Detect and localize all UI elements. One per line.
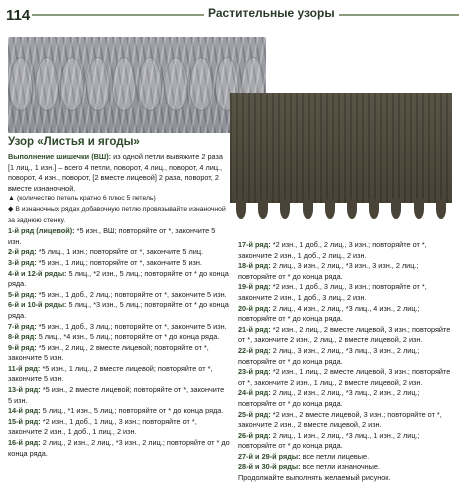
swatch-dark-body <box>230 93 452 203</box>
leaf-motif-row <box>8 57 266 117</box>
instructions-right-column <box>238 240 452 484</box>
row-text: *5 изн., 1 лиц.; повторяйте от *, закончите 5 изн. <box>36 257 202 267</box>
row-instruction <box>238 282 452 303</box>
row-label: 26-й ряд: <box>238 430 271 440</box>
row-instruction <box>238 367 452 388</box>
row-text: 2 лиц., 1 изн., 2 лиц., *3 лиц., 1 изн., 2 лиц.; повторяйте от * до конца ряда. <box>238 430 420 451</box>
row-label: 7-й ряд: <box>8 321 37 331</box>
swatch-dark-scalloped-edge <box>230 199 452 221</box>
page-number: 114 <box>6 7 31 24</box>
row-text: все петли лицевые. <box>300 451 370 461</box>
row-text: *5 лиц., 1 изн.; повторяйте от *, закончите 5 лиц. <box>36 247 204 257</box>
row-text: 5 лиц., *3 изн., 5 лиц.; повторяйте от * до конца ряда. <box>8 300 229 320</box>
note-text: (количество петель кратно 6 плюс 5 петель) <box>16 195 156 203</box>
row-instruction <box>238 410 452 431</box>
row-text: *5 изн., 1 лиц., 2 вместе лицевой; повторяйте от *, закончите 5 изн. <box>8 363 213 384</box>
leaf-motif <box>112 57 136 111</box>
row-instruction <box>238 304 452 325</box>
note-wrong-side <box>8 205 230 226</box>
row-instruction <box>8 406 230 417</box>
row-label: 16-й ряд: <box>8 438 41 448</box>
leaf-motif <box>35 57 59 111</box>
row-text: *2 изн., 1 лиц., 2 вместе лицевой, 3 изн.; повторяйте от *, закончите 2 изн., 1 лиц., 2 вместе лицевой, 2 изн. <box>238 367 451 387</box>
instructions-left-column <box>8 152 230 459</box>
row-text: 5 лиц., *4 изн., 5 лиц.; повторяйте от * до конца ряда. <box>36 332 220 342</box>
scallop <box>414 199 424 219</box>
row-instruction <box>8 332 230 343</box>
row-text: *2 изн., 2 лиц., 2 вместе лицевой, 3 изн.; повторяйте от *, закончите 2 изн., 2 лиц., 2 вместе лицевой, 2 изн. <box>238 324 451 345</box>
note-text: из одной петли вывяжите 2 раза [1 лиц., 1 изн.] – всего 4 петли, поворот, 4 лиц., поворот, 4 лиц., поворот, 4 изн., поворот, [2 вместе лицевой] 2 раза, поворот, 2 вместе изнаночной. <box>8 152 223 193</box>
scallop <box>303 199 313 219</box>
row-text: *5 изн., 1 доб., 2 лиц.; повторяйте от *, закончите 5 изн. <box>36 289 227 299</box>
row-label: 21-й ряд: <box>238 324 271 334</box>
chapter-title: Растительные узоры <box>204 6 339 20</box>
page-header <box>0 0 459 34</box>
row-label: 20-й ряд: <box>238 303 271 313</box>
row-label: 13-й ряд: <box>8 385 41 395</box>
knitted-swatch-dark-image <box>230 93 452 221</box>
scallop <box>369 199 379 219</box>
row-text: 2 лиц., 3 изн., 2 лиц., *3 лиц., 3 изн., 2 лиц.; повторяйте от * до конца ряда. <box>238 345 420 366</box>
scallop <box>325 199 335 219</box>
diamond-icon: ◆ <box>8 205 14 213</box>
row-text: все петли изнаночные. <box>300 462 381 472</box>
row-label: 4-й и 12-й ряды: <box>8 268 67 278</box>
row-instruction <box>8 438 230 459</box>
note-text: В изнаночных рядах добавочную петлю провязывайте изнаночной за заднюю стенку. <box>8 205 226 224</box>
row-instruction <box>8 364 230 385</box>
row-instruction <box>238 431 452 452</box>
row-label: 3-й ряд: <box>8 257 37 267</box>
note-multiple <box>8 194 230 205</box>
leaf-motif <box>164 57 188 111</box>
row-text: *2 изн., 1 доб., 3 лиц., 3 изн.; повторяйте от *, закончите 2 изн., 1 доб., 3 лиц., 2 изн. <box>238 282 427 302</box>
scallop <box>236 199 246 219</box>
row-text: 2 лиц., 3 изн., 2 лиц., *3 изн., 3 изн., 2 лиц.; повторяйте от * до конца ряда. <box>238 261 419 281</box>
row-instruction <box>8 343 230 364</box>
row-instruction <box>8 300 230 321</box>
scallop <box>436 199 446 219</box>
row-text: *2 изн., 2 вместе лицевой, 3 изн.; повторяйте от *, закончите 2 изн., 2 вместе лицевой, 2 изн. <box>238 409 442 430</box>
row-text: *2 изн., 1 доб., 2 лиц., 3 изн.; повторяйте от *, закончите 2 изн., 1 доб., 2 лиц., 2 изн. <box>238 240 427 260</box>
row-instruction <box>238 346 452 367</box>
row-label: 15-й ряд: <box>8 416 41 426</box>
row-label: 28-й и 30-й ряды: <box>238 462 301 472</box>
row-text: 2 лиц., 2 изн., 2 лиц., *3 лиц., 2 изн., 2 лиц.; повторяйте от * до конца ряда. <box>238 388 420 408</box>
row-instruction <box>238 240 452 261</box>
row-label: 25-й ряд: <box>238 409 271 419</box>
row-label: 23-й ряд: <box>238 367 271 377</box>
row-instruction <box>8 322 230 333</box>
row-label: 6-й и 10-й ряды: <box>8 300 67 310</box>
row-instruction <box>238 325 452 346</box>
row-label: 19-й ряд: <box>238 282 271 292</box>
leaf-motif <box>60 57 84 111</box>
row-label: 11-й ряд: <box>8 363 41 373</box>
row-text: 2 лиц., 4 изн., 2 лиц., *3 лиц., 4 изн., 2 лиц.; повторяйте от * до конца ряда. <box>238 303 420 324</box>
row-label: 1-й ряд (лицевой): <box>8 226 75 236</box>
row-text: Продолжайте выполнять желаемый рисунок. <box>238 473 391 483</box>
row-instruction <box>8 247 230 258</box>
row-instruction <box>238 261 452 282</box>
scallop <box>391 199 401 219</box>
row-text: 5 лиц., *1 изн., 5 лиц.; повторяйте от * до конца ряда. <box>40 406 224 416</box>
row-text: 2 лиц., 2 изн., 2 лиц., *3 изн., 2 лиц.; повторяйте от * до конца ряда. <box>8 438 230 458</box>
leaf-motif <box>86 57 110 111</box>
row-text: *5 изн., 1 доб., 3 лиц.; повторяйте от *, закончите 5 изн. <box>36 321 227 331</box>
row-label: 18-й ряд: <box>238 261 271 271</box>
row-instruction <box>8 417 230 438</box>
row-text: *2 изн., 1 доб., 1 лиц., 3 изн.; повторяйте от *, закончите 2 изн., 1 доб., 1 лиц., 2 изн. <box>8 416 197 437</box>
row-instruction <box>8 226 230 247</box>
row-instruction <box>8 385 230 406</box>
row-label: 22-й ряд: <box>238 345 271 355</box>
row-label: 9-й ряд: <box>8 342 37 352</box>
pattern-title: Узор «Листья и ягоды» <box>8 136 140 148</box>
row-label: 2-й ряд: <box>8 247 37 257</box>
row-label: 27-й и 29-й ряды: <box>238 451 301 461</box>
note-bobble <box>8 152 230 194</box>
row-instruction <box>238 388 452 409</box>
row-instruction <box>8 290 230 301</box>
scallop <box>258 199 268 219</box>
scallop <box>347 199 357 219</box>
row-text: *5 изн., 2 вместе лицевой; повторяйте от *, закончите 5 изн. <box>8 385 225 405</box>
row-instruction <box>8 269 230 290</box>
row-instruction <box>8 258 230 269</box>
row-label: 8-й ряд: <box>8 332 37 342</box>
row-label: 5-й ряд: <box>8 289 37 299</box>
row-text: *5 изн., ВШ; повторяйте от *, закончите 5 изн. <box>8 226 216 246</box>
row-instruction <box>238 462 452 473</box>
triangle-icon: ▲ <box>8 195 15 203</box>
scallop <box>280 199 290 219</box>
leaf-motif <box>138 57 162 111</box>
leaf-motif <box>189 57 213 111</box>
closing-note <box>238 473 452 484</box>
knitted-swatch-grey-image <box>8 37 266 133</box>
row-text: 5 лиц., *2 изн., 5 лиц.; повторяйте от * до конца ряда. <box>8 268 229 289</box>
row-instruction <box>238 452 452 463</box>
row-label: 17-й ряд: <box>238 240 271 249</box>
row-text: *5 изн., 2 лиц., 2 вместе лицевой; повторяйте от *, закончите 5 изн. <box>8 342 209 363</box>
row-label: 14-й ряд: <box>8 406 41 416</box>
row-label: 24-й ряд: <box>238 388 271 398</box>
leaf-motif <box>9 57 33 111</box>
note-label: Выполнение шишечки (ВШ): <box>8 152 112 161</box>
